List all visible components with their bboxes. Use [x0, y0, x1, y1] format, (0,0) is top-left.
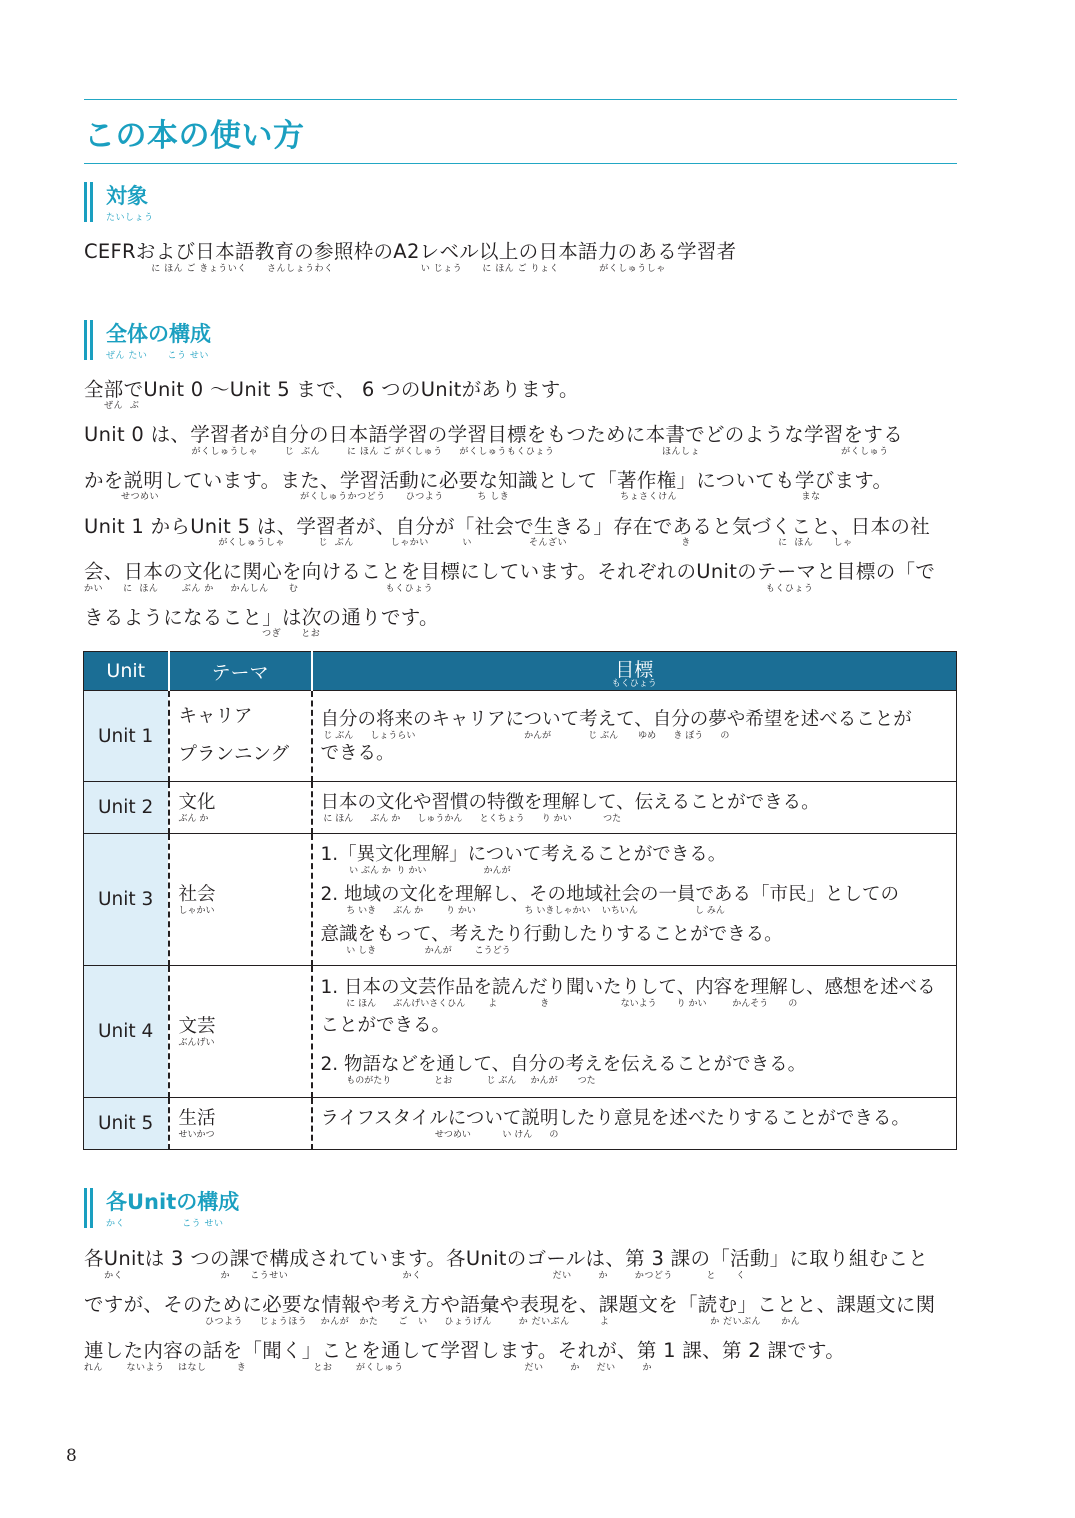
- theme-text: 社会: [178, 883, 216, 905]
- goal-cell: [312, 966, 957, 1098]
- unit-cell: Unit 4: [84, 966, 169, 1098]
- paragraph-line: 各Unitは 3 つの課で構成されています。各Unitのゴールは、第 3 課の「活動」に取り組むこと: [84, 1247, 929, 1270]
- heading-bar: [84, 182, 87, 222]
- theme-cell: [169, 834, 312, 966]
- theme-ruby: せいかつ: [178, 1129, 215, 1140]
- goal-line-ruby: ち いき ぶん か り かい ち いきしゃかい いちいん し みん: [320, 905, 725, 916]
- title-rule: [84, 163, 957, 164]
- table-header-goal: [312, 652, 957, 691]
- table-header-row: [84, 652, 957, 691]
- paragraph-line: かを説明しています。また、学習活動に必要な知識として「著作権」についても学びます。: [84, 469, 893, 492]
- paragraph-line-ruby: ぜん ぶ: [84, 401, 140, 411]
- unit-cell: Unit 3: [84, 834, 169, 966]
- paragraph-line-ruby: つぎ とお: [84, 629, 321, 639]
- paragraph-line-ruby: せつめい がくしゅうかつどう ひつよう ち しき ちょさくけん まな: [84, 492, 821, 502]
- table-row: [84, 782, 957, 834]
- table-row: [84, 1098, 957, 1150]
- theme-cell: [169, 782, 312, 834]
- theme-ruby: ぶんげい: [178, 1037, 215, 1048]
- goal-line: 2. 物語などを通して、自分の考えを伝えることができる。: [320, 1054, 807, 1075]
- theme-cell: [169, 966, 312, 1098]
- paragraph-line: 全部でUnit 0 ～Unit 5 まで、 6 つのUnitがあります。: [84, 378, 579, 401]
- goal-line-ruby: い しき かんが こうどう: [320, 945, 511, 956]
- theme-text: 生活: [178, 1107, 216, 1129]
- theme-text: 文芸: [178, 1015, 216, 1037]
- paragraph-line-ruby: れん ないよう はなし き とお がくしゅう だい か だい か: [84, 1363, 653, 1373]
- table-row: [84, 834, 957, 966]
- heading-bar: [84, 320, 87, 360]
- goal-line-ruby: い ぶん か り かい かんが: [320, 865, 511, 876]
- paragraph-line-ruby: ひつよう じょうほう かんが かた ご い ひょうげん か だいぶん よ か だいぶん かん: [84, 1317, 801, 1327]
- goal-line-ruby: じ ぶん しょうらい かんが じ ぶん ゆめ き ぼう の: [320, 730, 730, 741]
- theme-cell: [169, 691, 312, 782]
- goal-line: ライフスタイルについて説明したり意見を述べたりすることができる。: [320, 1107, 910, 1129]
- goal-line: ことができる。: [320, 1015, 451, 1036]
- paragraph-line-ruby: がくしゅうしゃ じ ぶん に ほん ご がくしゅう がくしゅうもくひょう ほんしょ がくしゅう: [84, 447, 889, 457]
- theme-text: キャリア: [178, 706, 253, 727]
- table-header-unit: Unit: [84, 652, 169, 691]
- table-header-goal-ruby: もくひょう: [611, 679, 657, 689]
- theme-ruby: しゃかい: [178, 905, 215, 916]
- goal-line: 1. 日本の文芸作品を読んだり聞いたりして、内容を理解し、感想を述べる: [320, 977, 936, 998]
- goal-line-ruby: に ほん ぶん か しゅうかん とくちょう り かい つた: [320, 813, 622, 824]
- theme-text: 文化: [178, 791, 216, 813]
- heading-bar: [90, 320, 93, 360]
- goal-line-ruby: ものがたり とお じ ぶん かんが つた: [320, 1076, 596, 1086]
- goal-line: 自分の将来のキャリアについて考えて、自分の夢や希望を述べることが: [320, 708, 912, 730]
- top-rule: [84, 99, 957, 100]
- table-row: [84, 966, 957, 1098]
- goal-line: できる。: [320, 742, 395, 764]
- page-title: この本の使い方: [84, 118, 305, 154]
- theme-ruby: ぶん か: [178, 813, 209, 824]
- goal-cell: [312, 834, 957, 966]
- page-number: 8: [66, 1446, 77, 1466]
- goal-line-ruby: に ほん ぶんげいさくひん よ き ないよう り かい かんそう の: [320, 999, 798, 1009]
- table-header-goal-label: 目標: [615, 658, 654, 681]
- paragraph-line: 会、日本の文化に関心を向けることを目標にしています。それぞれのUnitのテーマと目標の「で: [84, 560, 936, 583]
- unit-cell: Unit 2: [84, 782, 169, 834]
- goal-cell: [312, 782, 957, 834]
- paragraph-line-ruby: かい に ほん ぶん か かんしん む もくひょう もくひょう: [84, 584, 814, 594]
- theme-cell: [169, 1098, 312, 1150]
- paragraph-line: 連した内容の話を「聞く」ことを通して学習します。それが、第 1 課、第 2 課です。: [84, 1339, 846, 1362]
- heading-bar: [90, 1188, 93, 1228]
- table-header-theme: テーマ: [169, 652, 312, 691]
- unit-cell: Unit 5: [84, 1098, 169, 1150]
- heading-bar: [90, 182, 93, 222]
- paragraph-line: ですが、そのために必要な情報や考え方や語彙や表現を、課題文を「読む」ことと、課題文に関: [84, 1293, 936, 1316]
- unit-cell: Unit 1: [84, 691, 169, 782]
- goal-cell: [312, 1098, 957, 1150]
- goal-line: 1.「異文化理解」について考えることができる。: [320, 843, 727, 865]
- table-row: [84, 691, 957, 782]
- paragraph-line: Unit 0 は、学習者が自分の日本語学習の学習目標をもつために本書でどのような学習をする: [84, 423, 903, 446]
- unit-table: [83, 651, 957, 1150]
- target-line: CEFRおよび日本語教育の参照枠のA2レベル以上の日本語力のある学習者: [84, 240, 737, 263]
- goal-line: 2. 地域の文化を理解し、その地域社会の一員である「市民」としての: [320, 883, 900, 905]
- target-line-ruby: に ほん ご きょういく さんしょうわく い じょう に ほん ご りょく がくしゅうしゃ: [84, 264, 666, 274]
- paragraph-line: Unit 1 からUnit 5 は、学習者が、自分が「社会で生きる」存在であると気づくこと、日本の社: [84, 515, 930, 538]
- section-heading-ruby: かく こう せい: [106, 1219, 224, 1229]
- paragraph-line-ruby: がくしゅうしゃ じ ぶん しゃかい い そんざい き に ほん しゃ: [84, 538, 853, 548]
- theme-text: プランニング: [178, 744, 290, 765]
- section-heading: 各Unitの構成: [106, 1190, 240, 1214]
- goal-cell: [312, 691, 957, 782]
- section-heading: 対象: [106, 184, 148, 208]
- paragraph-line-ruby: かく か こうせい かく だい か かつどう と く: [84, 1271, 746, 1281]
- goal-line: 日本の文化や習慣の特徴を理解して、伝えることができる。: [320, 791, 820, 813]
- goal-line: 意識をもって、考えたり行動したりすることができる。: [320, 923, 783, 945]
- paragraph-line: きるようになること」は次の通りです。: [84, 606, 439, 629]
- goal-line-ruby: せつめい い けん の: [320, 1129, 559, 1140]
- section-heading: 全体の構成: [106, 322, 211, 346]
- section-heading-ruby: たいしょう: [106, 213, 154, 223]
- section-heading-ruby: ぜん たい こう せい: [106, 351, 209, 361]
- heading-bar: [84, 1188, 87, 1228]
